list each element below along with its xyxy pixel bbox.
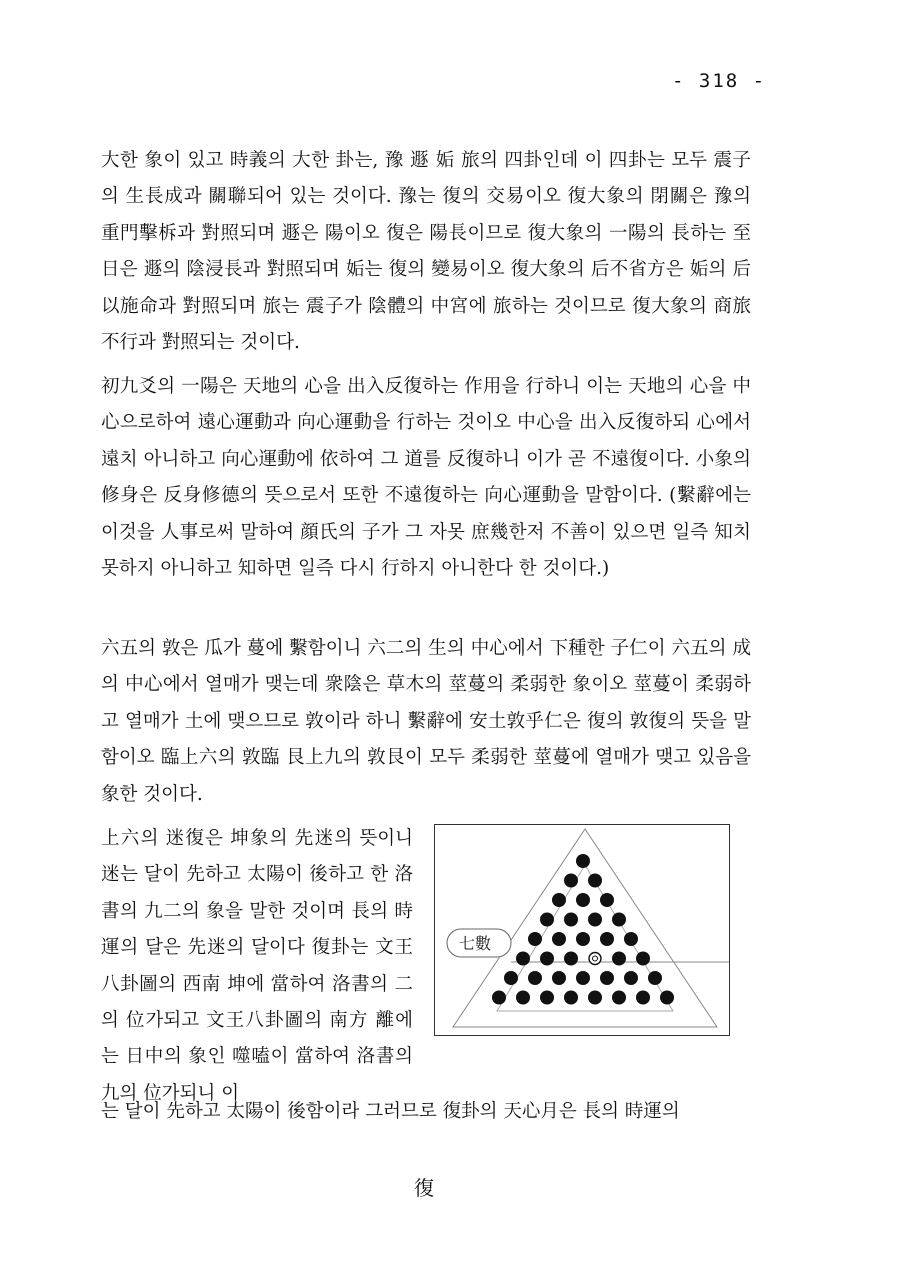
- black-dot: [588, 874, 602, 888]
- black-dot: [492, 991, 506, 1005]
- black-dot: [504, 971, 518, 985]
- triangle-dot-figure: [434, 824, 730, 1036]
- black-dot: [528, 971, 542, 985]
- center-inner-dot: [593, 956, 598, 961]
- figure-label: 七數: [459, 934, 492, 953]
- black-dot: [624, 932, 638, 946]
- page-number: - 318 -: [672, 70, 767, 92]
- black-dot: [576, 893, 590, 907]
- black-dot: [612, 991, 626, 1005]
- black-dot: [576, 854, 590, 868]
- paragraph-1: 大한 象이 있고 時義의 大한 卦는, 豫 遯 姤 旅의 四卦인데 이 四卦는 모두 震子의 生長成과 關聯되어 있는 것이다. 豫는 復의 交易이오 復大象의 閉關은 豫의 重門擊柝과 對照되며 遯은 陽이오 復은 陽長이므로 復大象의 一陽의 長하는 至日은 遯의 陰浸長과 對照되며 姤는 復의 變易이오 復大象의 后不省方은 姤의 后以施命과 對照되며 旅는 震子가 陰體의 中宮에 旅하는 것이므로 復大象의 商旅不行과 對照되는 것이다.: [101, 150, 751, 354]
- black-dot: [636, 952, 650, 966]
- paragraph-2: 初九爻의 一陽은 天地의 心을 出入反復하는 作用을 行하니 이는 天地의 心을 中心으로하여 遠心運動과 向心運動을 行하는 것이오 中心을 出入反復하되 心에서 遠치 아니하고 向心運動에 依하여 그 道를 反復하니 이가 곧 不遠復이다. 小象의 修身은 反身修德의 뜻으로서 또한 不遠復하는 向心運動을 말함이다. (繫辭에는 이것을 人事로써 말하여 顔氏의 子가 그 자못 庶幾한저 不善이 있으면 일즉 知치 못하지 아니하고 知하면 일즉 다시 行하지 아니한다 한 것이다.): [101, 376, 751, 580]
- black-dot: [564, 991, 578, 1005]
- black-dot: [540, 952, 554, 966]
- black-dot: [552, 971, 566, 985]
- black-dot: [552, 932, 566, 946]
- black-dot: [660, 991, 674, 1005]
- black-dot: [516, 952, 530, 966]
- paragraph-3: 六五의 敦은 瓜가 蔓에 繫함이니 六二의 生의 中心에서 下種한 子仁이 六五의 成의 中心에서 열매가 맺는데 衆陰은 草木의 莖蔓의 柔弱한 象이오 莖蔓이 柔弱하고 열매가 土에 맺으므로 敦이라 하니 繫辭에 安土敦乎仁은 復의 敦復의 뜻을 말함이오 臨上六의 敦臨 艮上九의 敦艮이 모두 柔弱한 莖蔓에 열매가 맺고 있음을 象한 것이다.: [101, 638, 751, 805]
- black-dot: [516, 991, 530, 1005]
- black-dot: [600, 893, 614, 907]
- paragraph-4: 上六의 迷復은 坤象의 先迷의 뜻이니 迷는 달이 先하고 太陽이 後하고 한 洛書의 九二의 象을 말한 것이며 長의 時運의 달은 先迷의 달이다 復卦는 文王八卦圖의 西南 坤에 當하여 洛書의 二의 位가되고 文王八卦圖의 南方 離에는 日中의 象인 噬嗑이 當하여 洛書의 九의 位가되니 이: [101, 828, 413, 1104]
- black-dot: [564, 874, 578, 888]
- black-dot: [552, 893, 566, 907]
- black-dot: [588, 991, 602, 1005]
- triangle-diagram: [435, 825, 729, 1035]
- black-dot: [528, 932, 542, 946]
- black-dot: [648, 971, 662, 985]
- black-dot: [576, 971, 590, 985]
- black-dot: [564, 913, 578, 927]
- paragraph-5: 는 달이 先하고 太陽이 後함이라 그러므로 復卦의 天心月은 長의 時運의: [101, 1101, 680, 1122]
- black-dot: [624, 971, 638, 985]
- black-dot: [564, 952, 578, 966]
- black-dot: [540, 991, 554, 1005]
- black-dot: [600, 932, 614, 946]
- black-dot: [612, 913, 626, 927]
- black-dot: [612, 952, 626, 966]
- black-dot: [576, 932, 590, 946]
- black-dot: [636, 991, 650, 1005]
- black-dot: [588, 913, 602, 927]
- footer-title: 復: [414, 1176, 434, 1200]
- black-dot: [600, 971, 614, 985]
- dot-group: [492, 854, 674, 1005]
- black-dot: [540, 913, 554, 927]
